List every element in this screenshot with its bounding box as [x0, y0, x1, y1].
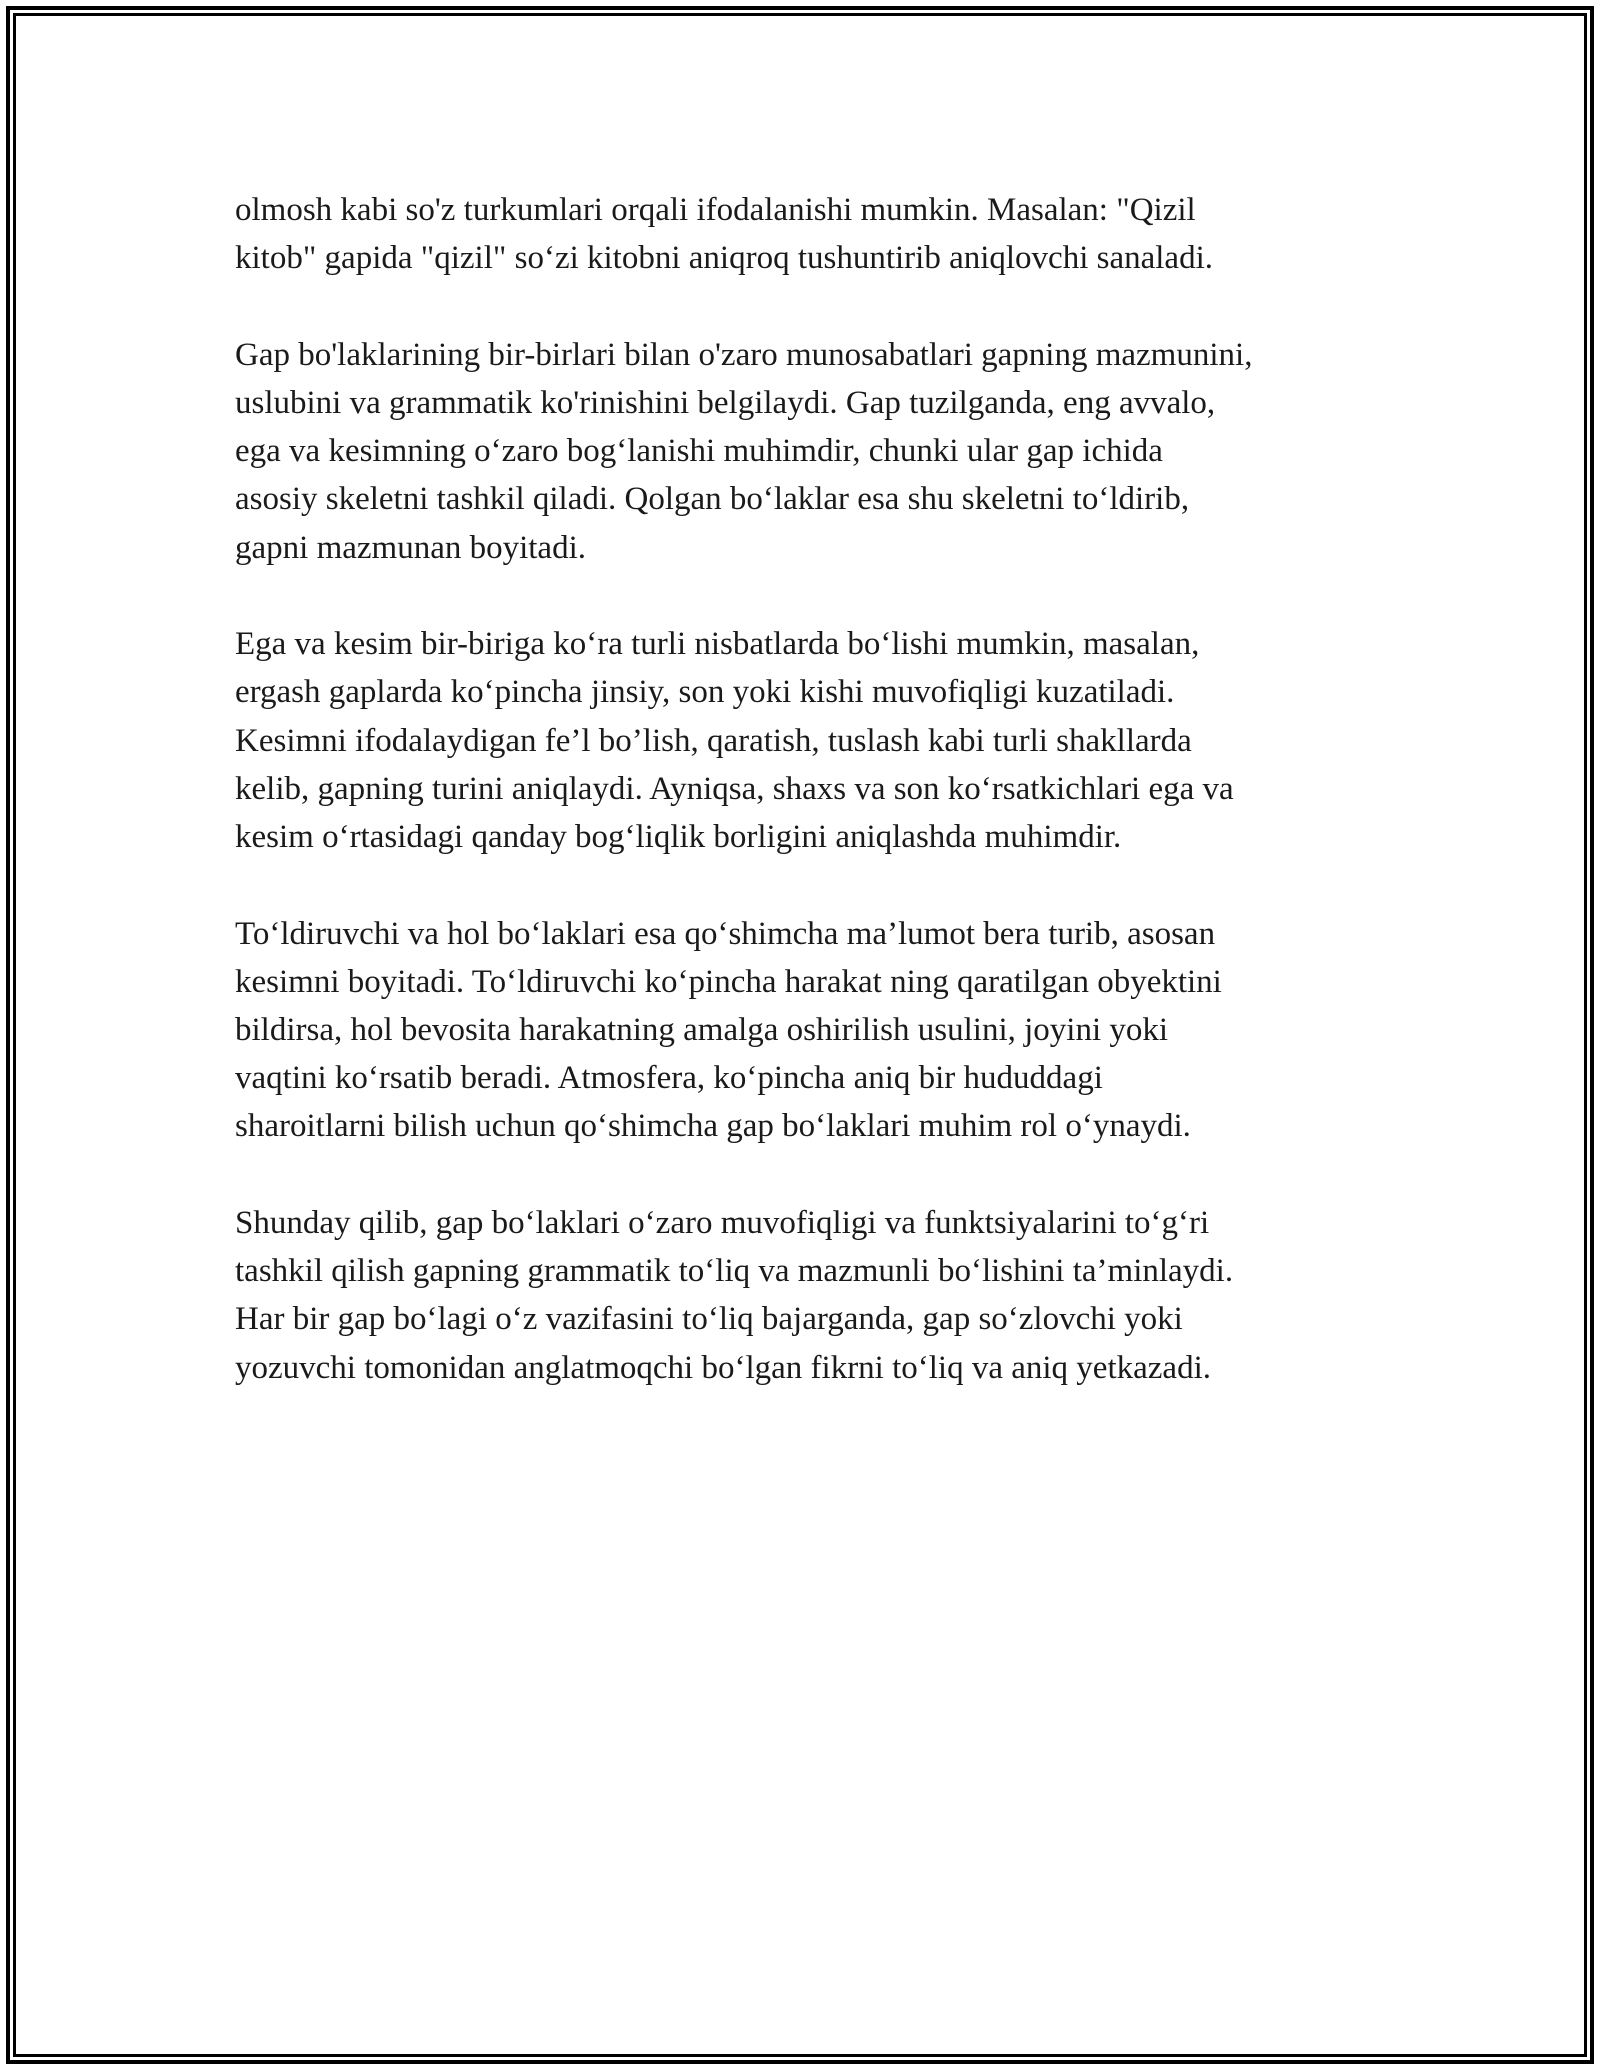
paragraph-5: [235, 1199, 1395, 1392]
text-line: vaqtini ko‘rsatib beradi. Atmosfera, ko‘pincha aniq bir hududdagi: [235, 1060, 1103, 1097]
paragraph-4: [235, 910, 1395, 1151]
text-line: Har bir gap bo‘lagi o‘z vazifasini to‘liq bajarganda, gap so‘zlovchi yoki: [235, 1301, 1183, 1338]
text-line: Kesimni ifodalaydigan fe’l bo’lish, qaratish, tuslash kabi turli shakllarda: [235, 722, 1192, 759]
text-line: Shunday qilib, gap bo‘laklari o‘zaro muvofiqligi va funktsiyalarini to‘g‘ri: [235, 1205, 1210, 1242]
text-line: gapni mazmunan boyitadi.: [235, 529, 586, 566]
text-line: kesimni boyitadi. To‘ldiruvchi ko‘pincha harakat ning qaratilgan obyektini: [235, 963, 1222, 1000]
text-line: Gap bo'laklarining bir-birlari bilan o'zaro munosabatlari gapning mazmunini,: [235, 336, 1253, 373]
text-line: Ega va kesim bir-biriga ko‘ra turli nisbatlarda bo‘lishi mumkin, masalan,: [235, 626, 1200, 663]
text-line: ega va kesimning o‘zaro bog‘lanishi muhimdir, chunki ular gap ichida: [235, 433, 1163, 470]
text-line: kesim o‘rtasidagi qanday bog‘liqlik borligini aniqlashda muhimdir.: [235, 819, 1122, 856]
text-line: uslubini va grammatik ko'rinishini belgilaydi. Gap tuzilganda, eng avvalo,: [235, 385, 1216, 421]
text-line: ergash gaplarda ko‘pincha jinsiy, son yoki kishi muvofiqligi kuzatiladi.: [235, 674, 1175, 711]
document-body: [235, 186, 1395, 1440]
text-line: kitob" gapida "qizil" so‘zi kitobni aniqroq tushuntirib aniqlovchi sanaladi.: [235, 240, 1213, 277]
text-line: kelib, gapning turini aniqlaydi. Ayniqsa, shaxs va son ko‘rsatkichlari ega va: [235, 770, 1234, 807]
paragraph-3: [235, 620, 1395, 861]
paragraph-2: [235, 331, 1395, 572]
text-line: sharoitlarni bilish uchun qo‘shimcha gap bo‘laklari muhim rol o‘ynaydi.: [235, 1108, 1191, 1145]
text-line: olmosh kabi so'z turkumlari orqali ifodalanishi mumkin. Masalan: "Qizil: [235, 192, 1196, 228]
text-line: tashkil qilish gapning grammatik to‘liq va mazmunli bo‘lishini ta’minlaydi.: [235, 1253, 1234, 1290]
text-line: To‘ldiruvchi va hol bo‘laklari esa qo‘shimcha ma’lumot bera turib, asosan: [235, 915, 1216, 952]
text-line: yozuvchi tomonidan anglatmoqchi bo‘lgan fikrni to‘liq va aniq yetkazadi.: [235, 1349, 1211, 1386]
text-line: bildirsa, hol bevosita harakatning amalga oshirilish usulini, joyini yoki: [235, 1012, 1169, 1049]
text-line: asosiy skeletni tashkil qiladi. Qolgan bo‘laklar esa shu skeletni to‘ldirib,: [235, 481, 1190, 518]
paragraph-1: [235, 186, 1395, 282]
